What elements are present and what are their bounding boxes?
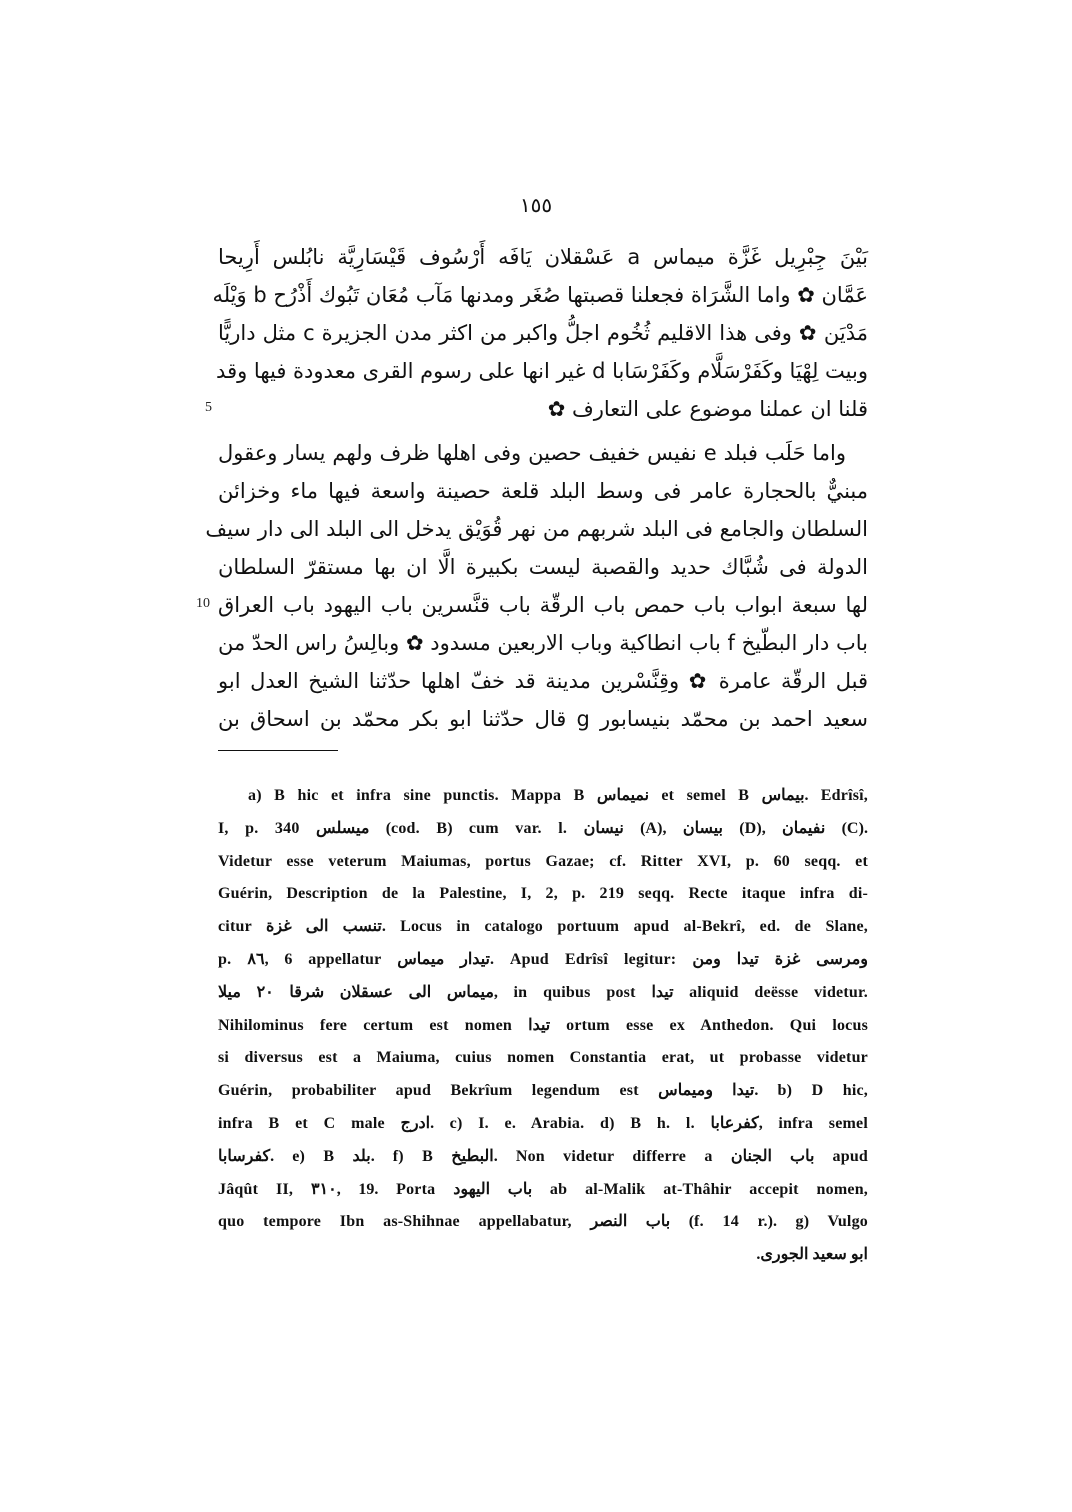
footnote-line: Guérin, probabiliter apud Bekrîum legendum est تيدا وميماس. b) D hic, (218, 1082, 869, 1100)
arabic-line: قبل الرقّة عامرة ✿ وقِنَّسْرين مدينة قد خفّ اهلها حدّثنا الشيخ العدل ابو (218, 669, 868, 693)
arabic-line: مبنيٌّ بالحجارة عامر فى وسط البلد قلعة حصينة واسعة فيها ماء وخزائن (218, 479, 868, 503)
footnote-line: ميماس الى عسقلان شرقا ٢٠ ميلا, in quibus post تيدا aliquid deësse videtur. (218, 983, 869, 1001)
footnote-line: Guérin, Description de la Palestine, I, 2, p. 219 seqq. Recte itaque infra di- (218, 885, 868, 903)
footnote-line: Jâqût II, ٣١٠, 19. Porta باب اليهود ab al-Malik at-Thâhir accepit nomen, (218, 1180, 868, 1198)
arabic-line: مَدْيَن ✿ وفى هذا الاقليم ثُخُوم اجلُّ واكبر من اكثر مدن الجزيرة c مثل داريًّا (218, 321, 868, 345)
footnote-line: infra B et C male ادرج. c) I. e. Arabia. d) B h. l. كفرعابا, infra semel (218, 1114, 869, 1132)
arabic-line: واما حَلَب فبلد e نفيس خفيف حصين وفى اهلها ظرف ولهم يسار وعقول (218, 441, 846, 465)
footnote-line: quo tempore Ibn as-Shihnae appellabatur, باب النصر (f. 14 r.). g) Vulgo (218, 1213, 868, 1231)
footnote-line: كفرسابا. e) B بلد. f) B البطيخ. Non videtur differre a باب الجنان apud (218, 1147, 869, 1165)
footnote-line: Videtur esse veterum Maiumas, portus Gazae; cf. Ritter XVI, p. 60 seqq. et (218, 852, 868, 870)
footnote-rule (218, 750, 338, 751)
arabic-main-text (205, 238, 868, 738)
footnote-line: a) B hic et infra sine punctis. Mappa B نميماس et semel B بيماس. Edrîsî, (248, 787, 868, 804)
line-number-10: 10 (196, 596, 210, 611)
page-number: ١٥٥ (519, 193, 553, 217)
footnote-line: I, p. 340 ميسلس (cod. B) cum var. l. نيسان (A), بيسان (D), نفيمان (C). (218, 819, 868, 837)
arabic-line: وبيت لِهْيَا وكَفَرْسَلَّام وكَفَرْسَابا d غير انها على رسوم القرى معدودة فيها وقد (216, 359, 868, 383)
line-number-5: 5 (205, 400, 212, 415)
arabic-line: السلطان والجامع فى البلد شربهم من نهر قُوَيْق يدخل الى البلد الى دار سيف (205, 517, 868, 541)
arabic-line: قلنا ان عملنا موضوع على التعارف ✿ (547, 397, 868, 421)
footnote-line: p. ٨٦, 6 appellatur تيدار ميماس. Apud Edrîsî legitur: ومرسى غزة تيدا ومن (218, 950, 869, 968)
footnote-line: citur تنسب الى غزة. Locus in catalogo portuum apud al-Bekrî, ed. de Slane, (218, 918, 868, 936)
footnote-line: si diversus est a Maiuma, cuius nomen Constantia erat, ut probasse videtur (218, 1049, 868, 1067)
footnote-line: ابو سعيد الجورى. (756, 1246, 868, 1264)
footnotes (218, 780, 868, 1272)
arabic-line: بَيْنَ جِبْرِيل غَزَّة ميماس a عَسْقلان يَافَه أَرْسُوف قَيْسَارِيَّة نابُلس أَرِيحا (218, 245, 868, 269)
arabic-line: لها سبعة ابواب باب حمص باب الرقّة باب قنَّسرين باب اليهود باب العراق (218, 593, 868, 617)
arabic-line: عَمَّان ✿ واما الشَّرَاة فجعلنا قصبتها صُغَر ومدنها مَآب مُعَان تَبُوك أَذْرُح b وَيْلَه (212, 283, 868, 307)
arabic-line: سعيد احمد بن محمّد بنيسابور g قال حدّثنا ابو بكر محمّد بن اسحاق بن (218, 707, 868, 731)
arabic-line: باب دار البطّيخ f باب انطاكية وباب الاربعين مسدود ✿ وبالِسُ راس الحدّ من (218, 631, 868, 655)
arabic-line: الدولة فى شُبَّاك حديد والقصبة ليست بكبيرة الَّا ان بها مستقرّ السلطان (218, 555, 868, 579)
footnote-line: Nihilominus fere certum est nomen تيدا ortum esse ex Anthedon. Qui locus (218, 1016, 868, 1034)
